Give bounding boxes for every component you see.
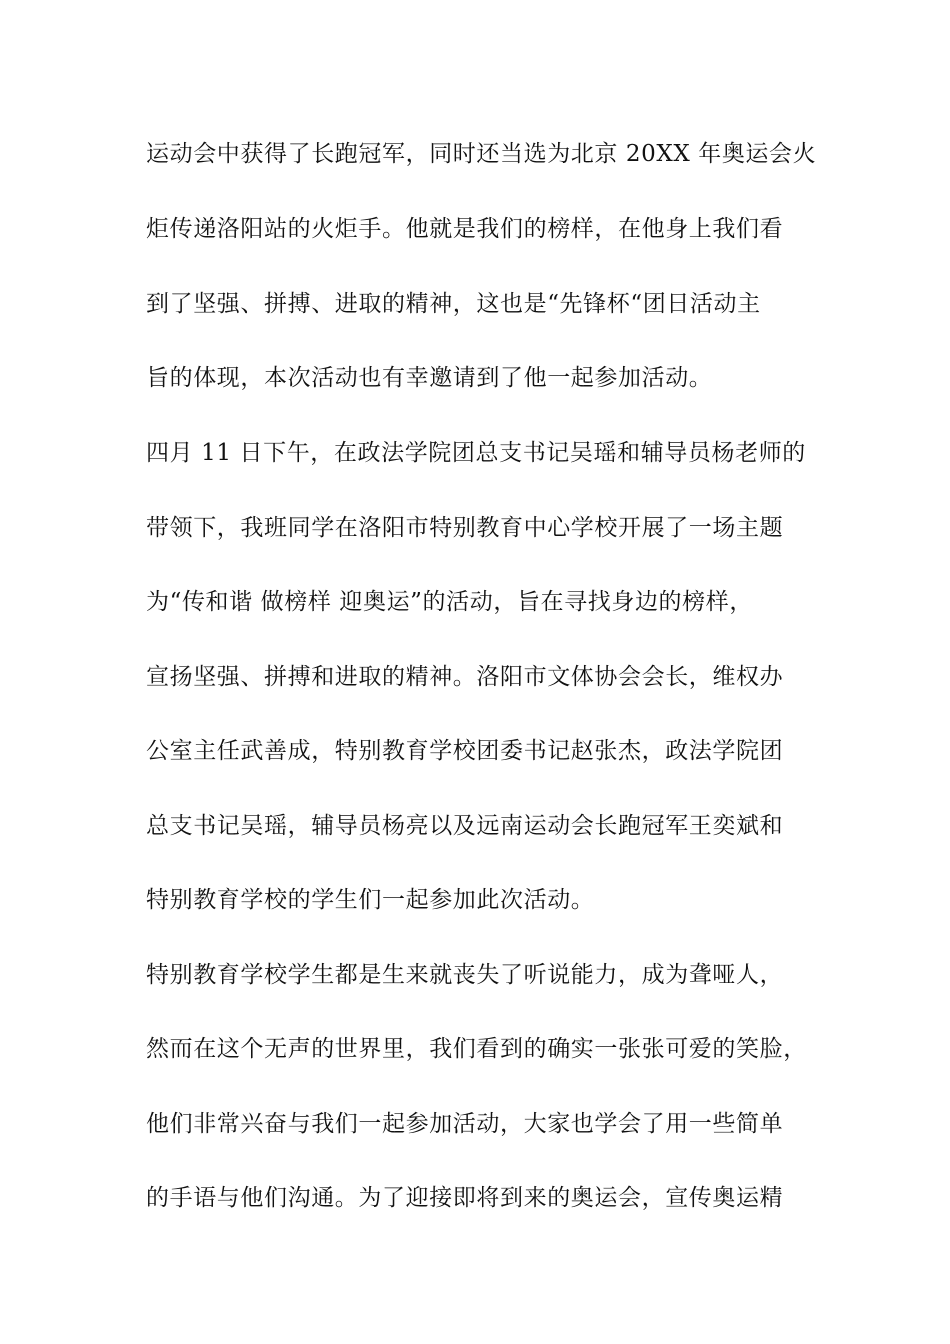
text-line: 四月 11 日下午，在政法学院团总支书记吴瑶和辅导员杨老师的 <box>146 440 806 466</box>
text-line: 为“传和谐 做榜样 迎奥运”的活动，旨在寻找身边的榜样， <box>146 589 753 615</box>
text-line: 特别教育学校学生都是生来就丧失了听说能力，成为聋哑人， <box>146 962 784 988</box>
text-line: 然而在这个无声的世界里，我们看到的确实一张张可爱的笑脸， <box>146 1036 807 1062</box>
text-line: 总支书记吴瑶，辅导员杨亮以及远南运动会长跑冠军王奕斌和 <box>146 813 784 839</box>
text-line: 宣扬坚强、拼搏和进取的精神。洛阳市文体协会会长，维权办 <box>146 664 784 690</box>
text-line: 的手语与他们沟通。为了迎接即将到来的奥运会，宣传奥运精 <box>146 1185 784 1211</box>
text-line: 运动会中获得了长跑冠军，同时还当选为北京 20XX 年奥运会火 <box>146 141 817 167</box>
text-line: 公室主任武善成，特别教育学校团委书记赵张杰，政法学院团 <box>146 738 784 764</box>
text-line: 特别教育学校的学生们一起参加此次活动。 <box>146 887 595 913</box>
text-line: 他们非常兴奋与我们一起参加活动，大家也学会了用一些简单 <box>146 1111 784 1137</box>
text-line: 带领下，我班同学在洛阳市特别教育中心学校开展了一场主题 <box>146 515 784 541</box>
text-line: 旨的体现，本次活动也有幸邀请到了他一起参加活动。 <box>146 365 713 391</box>
text-line: 到了坚强、拼搏、进取的精神，这也是“先锋杯“团日活动主 <box>146 291 761 317</box>
text-line: 炬传递洛阳站的火炬手。他就是我们的榜样，在他身上我们看 <box>146 216 784 242</box>
